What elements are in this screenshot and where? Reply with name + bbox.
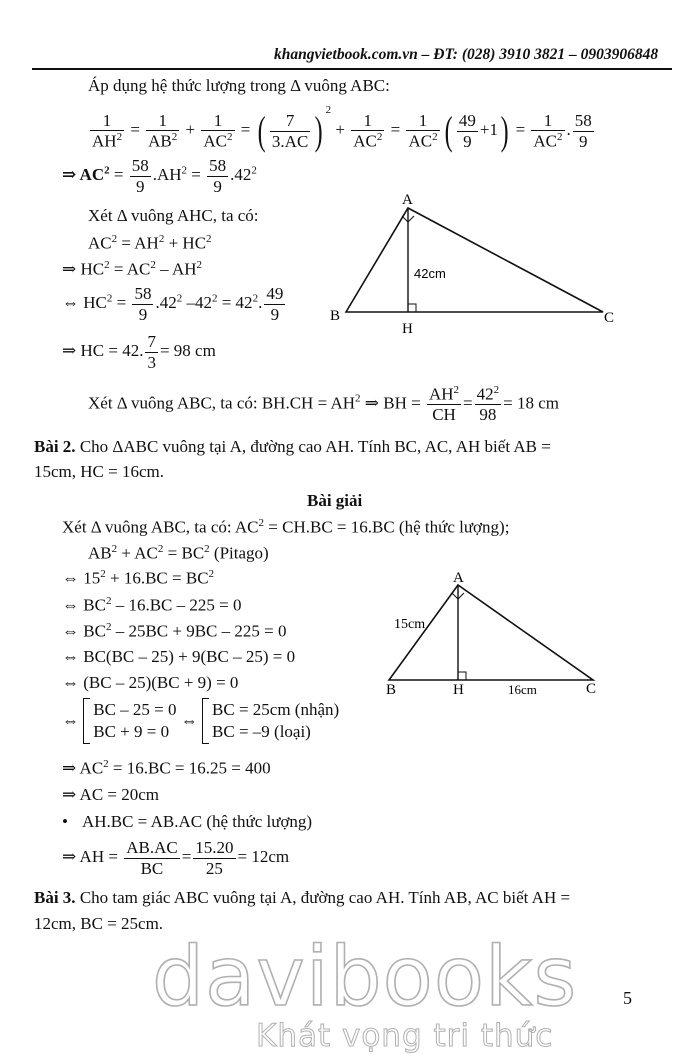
header-site: khangvietbook.com.vn – ĐT: (028) 3910 3821 – 0903906848 <box>274 46 659 63</box>
bai2-step-7: ⇔ (BC – 25)(BC + 9) = 0 <box>62 673 239 692</box>
header-rule <box>32 68 672 70</box>
fig1-length-ah: 42cm <box>414 266 446 281</box>
bai2-statement-line1: Bài 2. Cho ΔABC vuông tại A, đường cao AH. Tính BC, AC, AH biết AB = <box>34 437 551 456</box>
xet-ahc: Xét Δ vuông AHC, ta có: <box>88 206 259 225</box>
apply-text: Áp dụng hệ thức lượng trong Δ vuông ABC: <box>88 76 390 95</box>
bai3-statement-line2: 12cm, BC = 25cm. <box>34 914 164 933</box>
step-hc2-calc: ⇔ $HC^2$ = $\frac{58}{9}$ $.42^2$ $-42^2 = 42^2$. $\frac{49}{9}$ <box>62 284 284 324</box>
figure-triangle-2 <box>380 566 620 702</box>
bai2-step-5: ⇔ $BC^2 - 25BC + 9BC - 225 = 0$ <box>62 621 287 641</box>
fig2-label-a: A <box>453 570 464 586</box>
bai2-step-2: $AB^2 + AC^2 = BC^2$ (Pitago) <box>88 543 269 563</box>
watermark-brand: davibooks <box>152 930 578 1025</box>
bai2-step-8-system: ⇔ BC – 25 = 0 BC + 9 = 0 ⇔ BC = 25cm (nhận) BC = –9 (loại) <box>62 698 339 744</box>
equation-1: $\frac{1}{AH^2}$ = $\frac{1}{AB^2}$ + $\frac{1}{AC^2}$ = ( $\frac{7}{3.AC}$ ) $^2$ + $\frac{1}{AC^2}$ = $\frac{1}{AC^2}$ ( $\frac{49}{9}$ +1) = $\frac{1}{AC^2}$ . $\frac{58}{9}$ <box>92 104 592 154</box>
bai2-step-12: ⇒ AH = $\frac{AB.AC}{BC}$ = $\frac{15.20}{25}$ = 12cm <box>62 838 290 878</box>
fig1-label-a: A <box>402 192 413 208</box>
bai2-step-6: ⇔ BC(BC – 25) + 9(BC – 25) = 0 <box>62 647 296 666</box>
fig2-length-ab: 15cm <box>394 617 426 632</box>
fig1-label-c: C <box>604 310 615 326</box>
bai2-statement-line2: 15cm, HC = 16cm. <box>34 462 164 481</box>
step-hc2: ⇒ $HC^2 = AC^2 - AH^2$ <box>62 259 203 279</box>
step-ac2: $AC^2 = AH^2 + HC^2$ <box>88 233 212 253</box>
fig1-label-h: H <box>402 321 413 337</box>
bai2-step-10: ⇒ AC = 20cm <box>62 785 160 804</box>
solution-heading: Bài giải <box>307 491 363 510</box>
step-hc: ⇒ HC = 42. $\frac{7}{3}$ = 98 cm <box>62 332 216 372</box>
fig1-label-b: B <box>330 308 341 324</box>
fig2-label-h: H <box>453 682 464 698</box>
bai2-step-4: ⇔ $BC^2 - 16.BC - 225 = 0$ <box>62 595 242 615</box>
bai3-statement-line1: Bài 3. Cho tam giác ABC vuông tại A, đường cao AH. Tính AB, AC biết AH = <box>34 888 571 907</box>
fig2-label-c: C <box>586 681 597 697</box>
equation-2: ⇒ $AC^2$ = $\frac{58}{9}$ $.AH^2$ = $\frac{58}{9}$ $.42^2$ <box>62 156 257 196</box>
page-number: 5 <box>623 988 632 1008</box>
bai2-step-1: Xét Δ vuông ABC, ta có: $AC^2 = CH.BC = 16.BC$ (hệ thức lượng); <box>62 517 510 537</box>
figure-triangle-1 <box>320 190 620 340</box>
bai2-step-9: ⇒ $AC^2 = 16.BC = 16.25 = 400$ <box>62 758 271 778</box>
step-bh: Xét Δ vuông ABC, ta có: $BH.CH = AH^2$ ⇒ BH = $\frac{AH^2}{CH}$ = $\frac{42^2}{98}$ = 18 cm <box>88 384 559 425</box>
bai2-step-3: ⇔ $15^2 + 16.BC = BC^2$ <box>62 568 215 588</box>
fig2-label-b: B <box>386 682 397 698</box>
fig2-length-hc: 16cm <box>508 682 537 697</box>
watermark-slogan: Khát vọng tri thức <box>256 1018 554 1054</box>
bai2-step-11: • AH.BC = AB.AC (hệ thức lượng) <box>62 812 313 831</box>
